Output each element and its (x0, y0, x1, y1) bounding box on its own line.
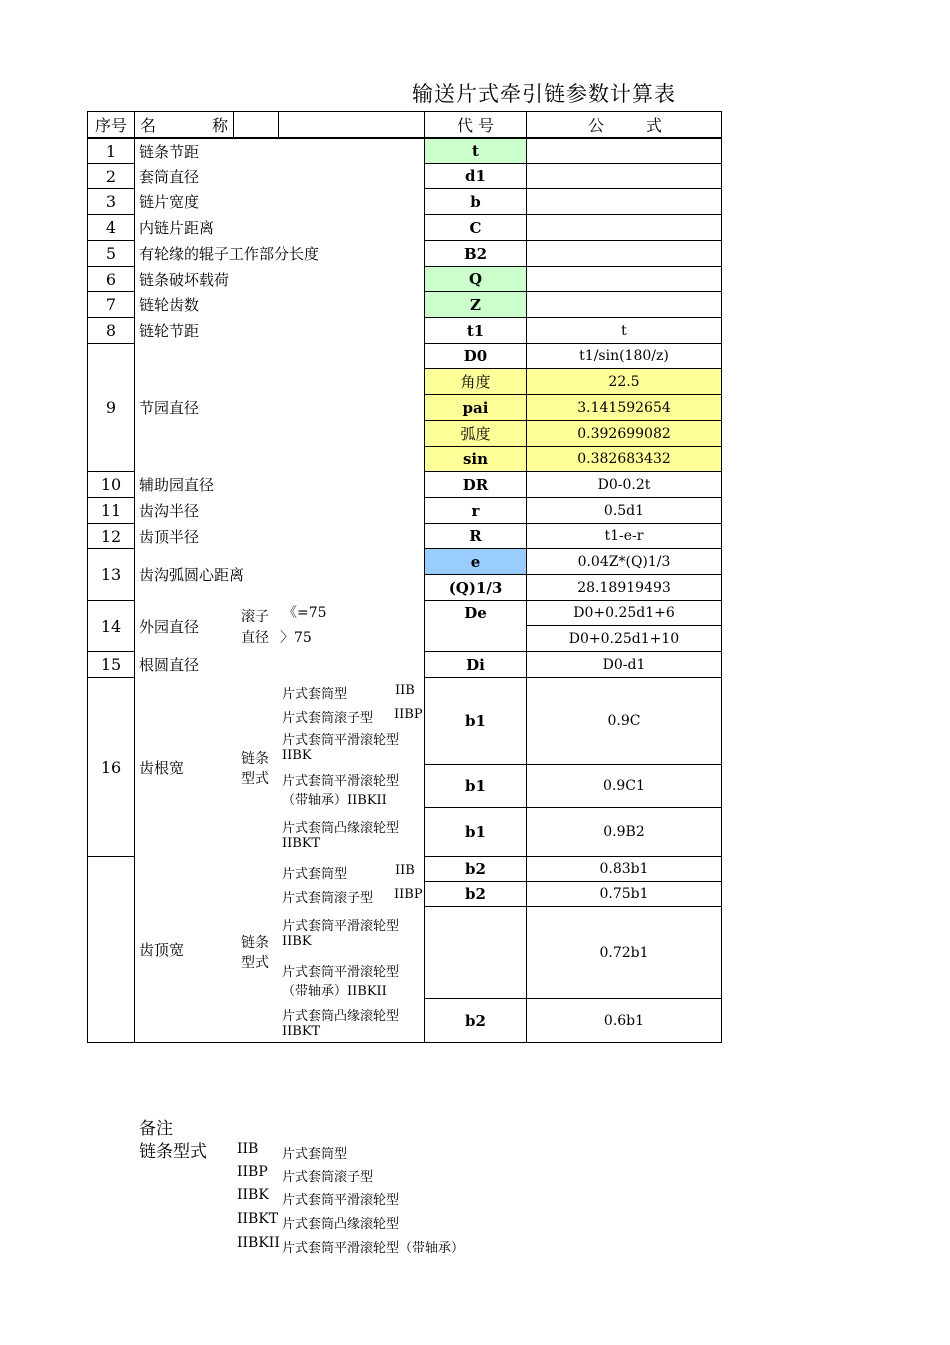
row-formula: 0.9B2 (603, 824, 645, 840)
row-num: 4 (105, 218, 117, 237)
row-formula: 22.5 (608, 373, 640, 390)
row-formula: 28.18919493 (577, 579, 671, 596)
row-code: C (469, 218, 482, 237)
row-code: b1 (465, 712, 486, 730)
row-formula: t1/sin(180/z) (579, 348, 669, 364)
row-num: 5 (105, 244, 117, 263)
row-code: t (472, 142, 479, 160)
type-name: 片式套筒平滑滚轮型 (282, 733, 400, 748)
type-name: 片式套筒平滑滚轮型 (282, 774, 400, 789)
type-code: IIBK (282, 934, 312, 949)
row-formula: D0-d1 (602, 656, 646, 673)
note-desc: 片式套筒平滑滚轮型（带轴承） (282, 1241, 465, 1256)
row-name: 辅助园直径 (139, 476, 215, 494)
row-formula: 0.5d1 (603, 502, 645, 519)
type-name: 片式套筒型 (282, 867, 348, 882)
row-code: b1 (465, 823, 486, 841)
type-name: 片式套筒凸缘滚轮型 (282, 1009, 400, 1024)
chain-type-label-2: 型式 (241, 955, 269, 971)
row-name: 齿根宽 (139, 758, 185, 777)
row-name: 齿沟弧圆心距离 (139, 566, 245, 584)
row-code: b2 (465, 885, 486, 903)
row-num: 8 (105, 321, 117, 340)
note-code: IIBKT (237, 1211, 279, 1227)
note-desc: 片式套筒凸缘滚轮型 (282, 1217, 400, 1232)
type-name: 片式套筒滚子型 (282, 711, 374, 726)
header-formula: 公 (588, 116, 605, 135)
chain-type-label-2: 型式 (241, 771, 269, 787)
row-code: Q (468, 270, 483, 288)
header-code: 代 号 (456, 116, 495, 135)
row-code: b (470, 192, 481, 211)
row-formula: 0.9C (607, 713, 641, 729)
row-num: 12 (100, 526, 122, 546)
row-name: 链条破坏载荷 (139, 270, 230, 289)
row-code: R (469, 527, 482, 545)
row-code: e (470, 552, 481, 571)
page-title: 输送片式牵引链参数计算表 (412, 82, 676, 106)
row-num: 7 (105, 295, 117, 314)
row-num: 11 (100, 501, 122, 520)
row-code: De (464, 604, 487, 622)
type-code: IIB (395, 683, 415, 698)
type-code: IIBP (394, 707, 423, 722)
row-code: Di (466, 655, 485, 674)
note-desc: 片式套筒滚子型 (282, 1170, 374, 1185)
row-num: 2 (105, 166, 117, 186)
type-code: IIBP (394, 887, 423, 902)
condition-le-75: 《=75 (283, 605, 327, 621)
row-formula: 0.9C1 (603, 778, 645, 794)
header-name-2: 称 (212, 116, 229, 135)
row-num: 13 (100, 565, 122, 584)
type-name: 片式套筒型 (282, 687, 348, 702)
row-code: b1 (465, 777, 486, 795)
type-name: 片式套筒平滑滚轮型 (282, 919, 400, 934)
row-code: sin (462, 450, 489, 468)
row-code: B2 (463, 244, 488, 263)
row-num: 15 (100, 655, 122, 674)
row-formula: 0.75b1 (599, 886, 649, 902)
row-name: 根圆直径 (139, 656, 200, 674)
roller-label-2: 直径 (241, 630, 269, 646)
row-code: d1 (465, 167, 486, 185)
type-name: （带轴承）IIBKII (282, 984, 387, 999)
row-name: 链条节距 (139, 142, 200, 161)
row-num: 14 (100, 616, 122, 636)
type-code: IIBKT (282, 1024, 321, 1039)
row-formula: D0+0.25d1+6 (573, 605, 675, 621)
row-code: b2 (465, 1011, 486, 1030)
row-num: 3 (105, 192, 117, 211)
row-formula: t (621, 322, 627, 339)
header-name: 名 (140, 116, 157, 135)
note-code: IIBKII (237, 1235, 280, 1251)
type-name: 片式套筒平滑滚轮型 (282, 965, 400, 980)
row-formula: 3.141592654 (577, 399, 671, 416)
row-name: 节园直径 (139, 399, 200, 417)
row-formula: 0.72b1 (599, 944, 649, 961)
chain-type-label: 链条 (241, 751, 269, 767)
type-name: （带轴承）IIBKII (282, 793, 387, 808)
row-name: 齿顶宽 (139, 941, 185, 959)
row-name: 链片宽度 (139, 193, 200, 211)
row-num: 16 (100, 757, 122, 777)
row-formula: D0+0.25d1+10 (568, 630, 680, 647)
row-code: pai (462, 398, 489, 417)
row-formula: 0.83b1 (599, 861, 649, 877)
row-formula: 0.392699082 (577, 425, 671, 442)
type-code: IIB (395, 863, 415, 878)
row-formula: D0-0.2t (597, 476, 651, 493)
type-name: 片式套筒凸缘滚轮型 (282, 821, 400, 836)
notes-subheading: 链条型式 (139, 1142, 207, 1162)
notes-heading: 备注 (139, 1119, 173, 1139)
condition-gt-75: 〉75 (280, 630, 312, 646)
row-code: t1 (466, 321, 485, 340)
row-code: Z (470, 295, 481, 314)
row-code: DR (462, 475, 489, 494)
chain-type-label: 链条 (241, 935, 269, 951)
type-code: IIBKT (282, 836, 321, 851)
note-code: IIBK (237, 1187, 269, 1203)
row-formula: 0.6b1 (603, 1012, 645, 1029)
row-code: (Q)1/3 (448, 578, 503, 597)
type-name: 片式套筒滚子型 (282, 891, 374, 906)
row-code: D0 (463, 347, 488, 365)
note-desc: 片式套筒平滑滚轮型 (282, 1193, 400, 1208)
roller-label: 滚子 (241, 609, 269, 625)
row-code: 角度 (460, 373, 491, 391)
type-code: IIBK (282, 748, 312, 763)
row-formula: 0.382683432 (577, 451, 671, 467)
row-num: 1 (105, 141, 117, 161)
row-formula: 0.04Z*(Q)1/3 (577, 553, 671, 570)
row-name: 外园直径 (139, 617, 200, 636)
row-code: 弧度 (460, 425, 491, 443)
note-code: IIB (237, 1141, 259, 1157)
header-seq: 序号 (94, 116, 127, 135)
row-name: 链轮齿数 (139, 296, 200, 314)
header-formula-2: 式 (646, 116, 663, 135)
note-desc: 片式套筒型 (282, 1147, 348, 1162)
row-name: 有轮缘的辊子工作部分长度 (139, 245, 320, 263)
note-code: IIBP (237, 1164, 268, 1180)
row-num: 6 (105, 269, 117, 289)
row-num: 9 (105, 398, 117, 417)
row-code: r (471, 501, 480, 520)
row-code: b2 (465, 860, 486, 878)
row-formula: t1-e-r (604, 528, 644, 544)
row-name: 套筒直径 (139, 167, 200, 186)
row-num: 10 (100, 475, 122, 494)
row-name: 内链片距离 (139, 219, 215, 237)
row-name: 齿顶半径 (139, 527, 200, 546)
row-name: 齿沟半径 (139, 502, 200, 520)
row-name: 链轮节距 (139, 322, 200, 340)
